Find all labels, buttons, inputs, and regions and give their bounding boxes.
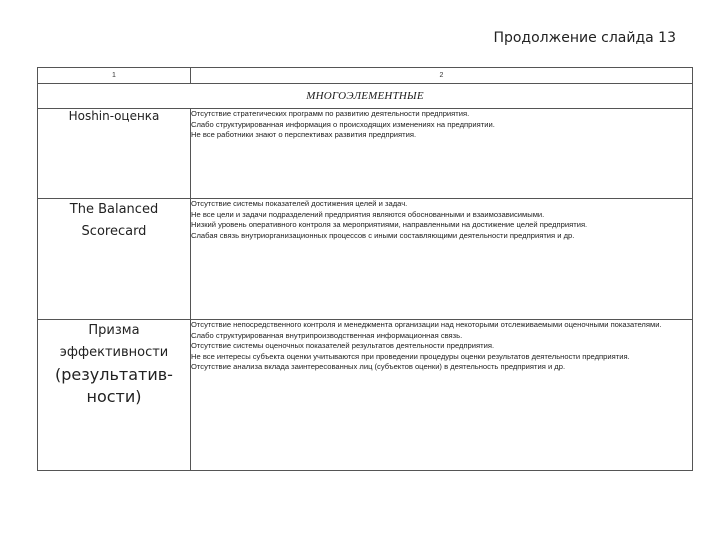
description-line: Отсутствие стратегических программ по развитию деятельности предприятия. <box>191 109 470 118</box>
method-name-line: эффективности <box>59 345 169 360</box>
description-line: Слабо структурированная информация о происходящих изменениях на предприятии. <box>191 119 495 129</box>
description-line: Не все интересы субъекта оценки учитываются при проведении процедуры оценки результатов деятельности предприятия. <box>191 351 630 361</box>
table-row <box>38 320 693 471</box>
section-header: МНОГОЭЛЕМЕНТНЫЕ <box>38 84 693 109</box>
method-name-line: Призма <box>88 323 140 338</box>
description-line: Не все цели и задачи подразделений предприятия являются обоснованными и взаимозависимыми. <box>191 209 545 219</box>
description-line: Слабо структурированная внутрипроизводственная информационная связь. <box>191 330 463 340</box>
column-number-1: 1 <box>38 68 191 84</box>
table-row <box>38 109 693 199</box>
description-line: Отсутствие непосредственного контроля и менеджмента организации над некоторыми отслеживаемыми оценочными показателями. <box>191 320 662 329</box>
slide-title: Продолжение слайда 13 <box>493 30 676 46</box>
column-number-row <box>38 68 693 84</box>
method-description <box>191 320 693 471</box>
table-row <box>38 199 693 320</box>
method-name <box>38 320 191 471</box>
section-header-row <box>38 84 693 109</box>
description-line: Отсутствие анализа вклада заинтересованных лиц (субъектов оценки) в деятельность предприятия и др. <box>191 362 566 371</box>
description-line: Слабая связь внутриорганизационных процессов с иными составляющими деятельности предприятия и др. <box>191 230 575 240</box>
method-description <box>191 199 693 320</box>
description-line: Низкий уровень оперативного контроля за мероприятиями, направленными на достижение целей предприятия. <box>191 220 588 229</box>
description-line: Отсутствие системы показателей достижения целей и задач. <box>191 199 408 208</box>
method-name <box>38 199 191 320</box>
method-name-line: Scorecard <box>81 224 147 239</box>
method-name-line: The Balanced <box>69 202 159 217</box>
description-line: Отсутствие системы оценочных показателей результатов деятельности предприятия. <box>191 341 495 350</box>
methods-table <box>37 67 693 471</box>
method-name-line: Hoshin-оценка <box>68 109 160 123</box>
method-name <box>38 109 191 199</box>
method-description <box>191 109 693 199</box>
description-line: Не все работники знают о перспективах развития предприятия. <box>191 130 417 139</box>
method-name-line: (результатив- <box>55 365 173 384</box>
method-name-line: ности) <box>86 387 142 406</box>
column-number-2: 2 <box>191 68 693 84</box>
